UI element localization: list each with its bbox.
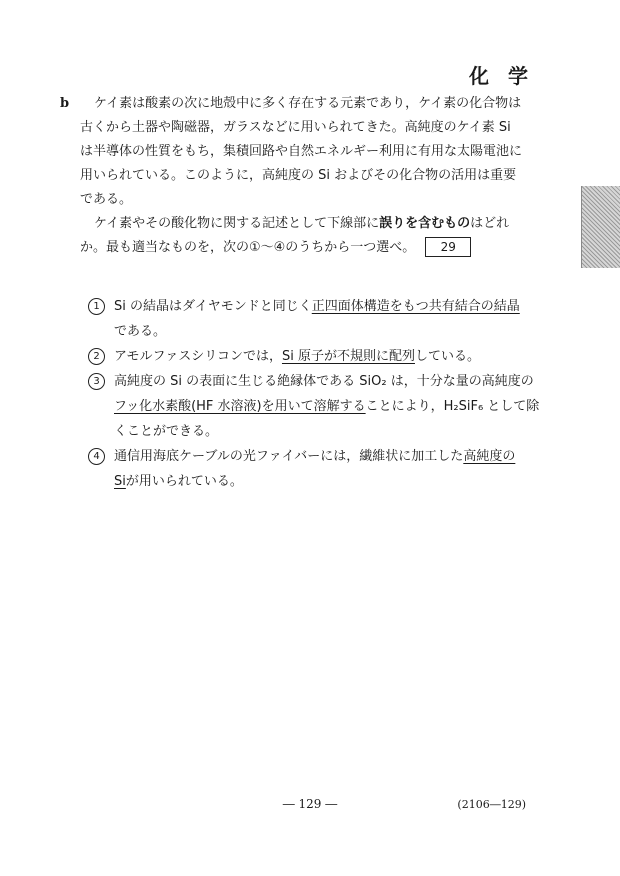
underlined-text: 正四面体構造をもつ共有結合の結晶: [311, 299, 520, 314]
prompt-emphasis: 誤りを含むもの: [379, 216, 471, 231]
choice-number: 1: [88, 298, 105, 315]
prompt-line: [80, 236, 540, 260]
choice-text: アモルファスシリコンでは，: [114, 349, 282, 364]
choice-line: [114, 444, 540, 469]
choice-item: [88, 444, 540, 494]
intro-line: ケイ素は酸素の次に地殻中に多く存在する元素であり，ケイ素の化合物は: [94, 96, 522, 111]
choice-line: [114, 394, 540, 419]
choice-text: 高純度の Si の表面に生じる絶縁体である SiO₂ は，十分な量の高純度の: [114, 374, 534, 389]
choice-number: 3: [88, 373, 105, 390]
intro-line: 用いられている。このように，高純度の Si およびその化合物の活用は重要: [80, 168, 517, 183]
prompt-text: か。最も適当なものを，次の①～④のうちから一つ選べ。: [80, 240, 416, 255]
choice-item: [88, 294, 540, 344]
choice-number: 2: [88, 348, 105, 365]
intro-line: 古くから土器や陶磁器，ガラスなどに用いられてきた。高純度のケイ素 Si: [80, 120, 511, 135]
prompt-text: ケイ素やその酸化物に関する記述として下線部に: [94, 216, 380, 231]
question-label: b: [60, 96, 70, 111]
page-code: (2106―129): [457, 798, 526, 811]
choice-number: 4: [88, 448, 105, 465]
underlined-text: フッ化水素酸(HF 水溶液)を用いて溶解する: [114, 399, 366, 414]
choice-line: [114, 294, 540, 319]
underlined-text: Si 原子が不規則に配列: [281, 349, 415, 364]
prompt-text: はどれ: [470, 216, 510, 231]
prompt-line: [80, 212, 540, 236]
choice-text: である。: [114, 324, 167, 339]
choice-line: [114, 469, 540, 494]
underlined-text: Si: [114, 474, 126, 489]
choice-text: が用いられている。: [125, 474, 243, 489]
choice-list: [88, 294, 540, 494]
underlined-text: 高純度の: [463, 449, 516, 464]
question-intro: [60, 92, 540, 260]
choice-text: 通信用海底ケーブルの光ファイバーには，繊維状に加工した: [114, 449, 464, 464]
choice-text: Si の結晶はダイヤモンドと同じく: [114, 299, 312, 314]
intro-line: である。: [80, 192, 133, 207]
page-number: ― 129 ―: [282, 797, 338, 811]
choice-item: [88, 344, 540, 369]
choice-text: くことができる。: [114, 424, 219, 439]
choice-text: している。: [414, 349, 480, 364]
choice-item: [88, 369, 540, 444]
choice-line: [114, 344, 540, 369]
answer-box: 29: [425, 237, 471, 257]
choice-text: ことにより，H₂SiF₆ として除: [365, 399, 540, 414]
side-index-tab: [581, 186, 620, 268]
subject-title: 化 学: [469, 64, 534, 88]
intro-line: は半導体の性質をもち，集積回路や自然エネルギー利用に有用な太陽電池に: [80, 144, 523, 159]
